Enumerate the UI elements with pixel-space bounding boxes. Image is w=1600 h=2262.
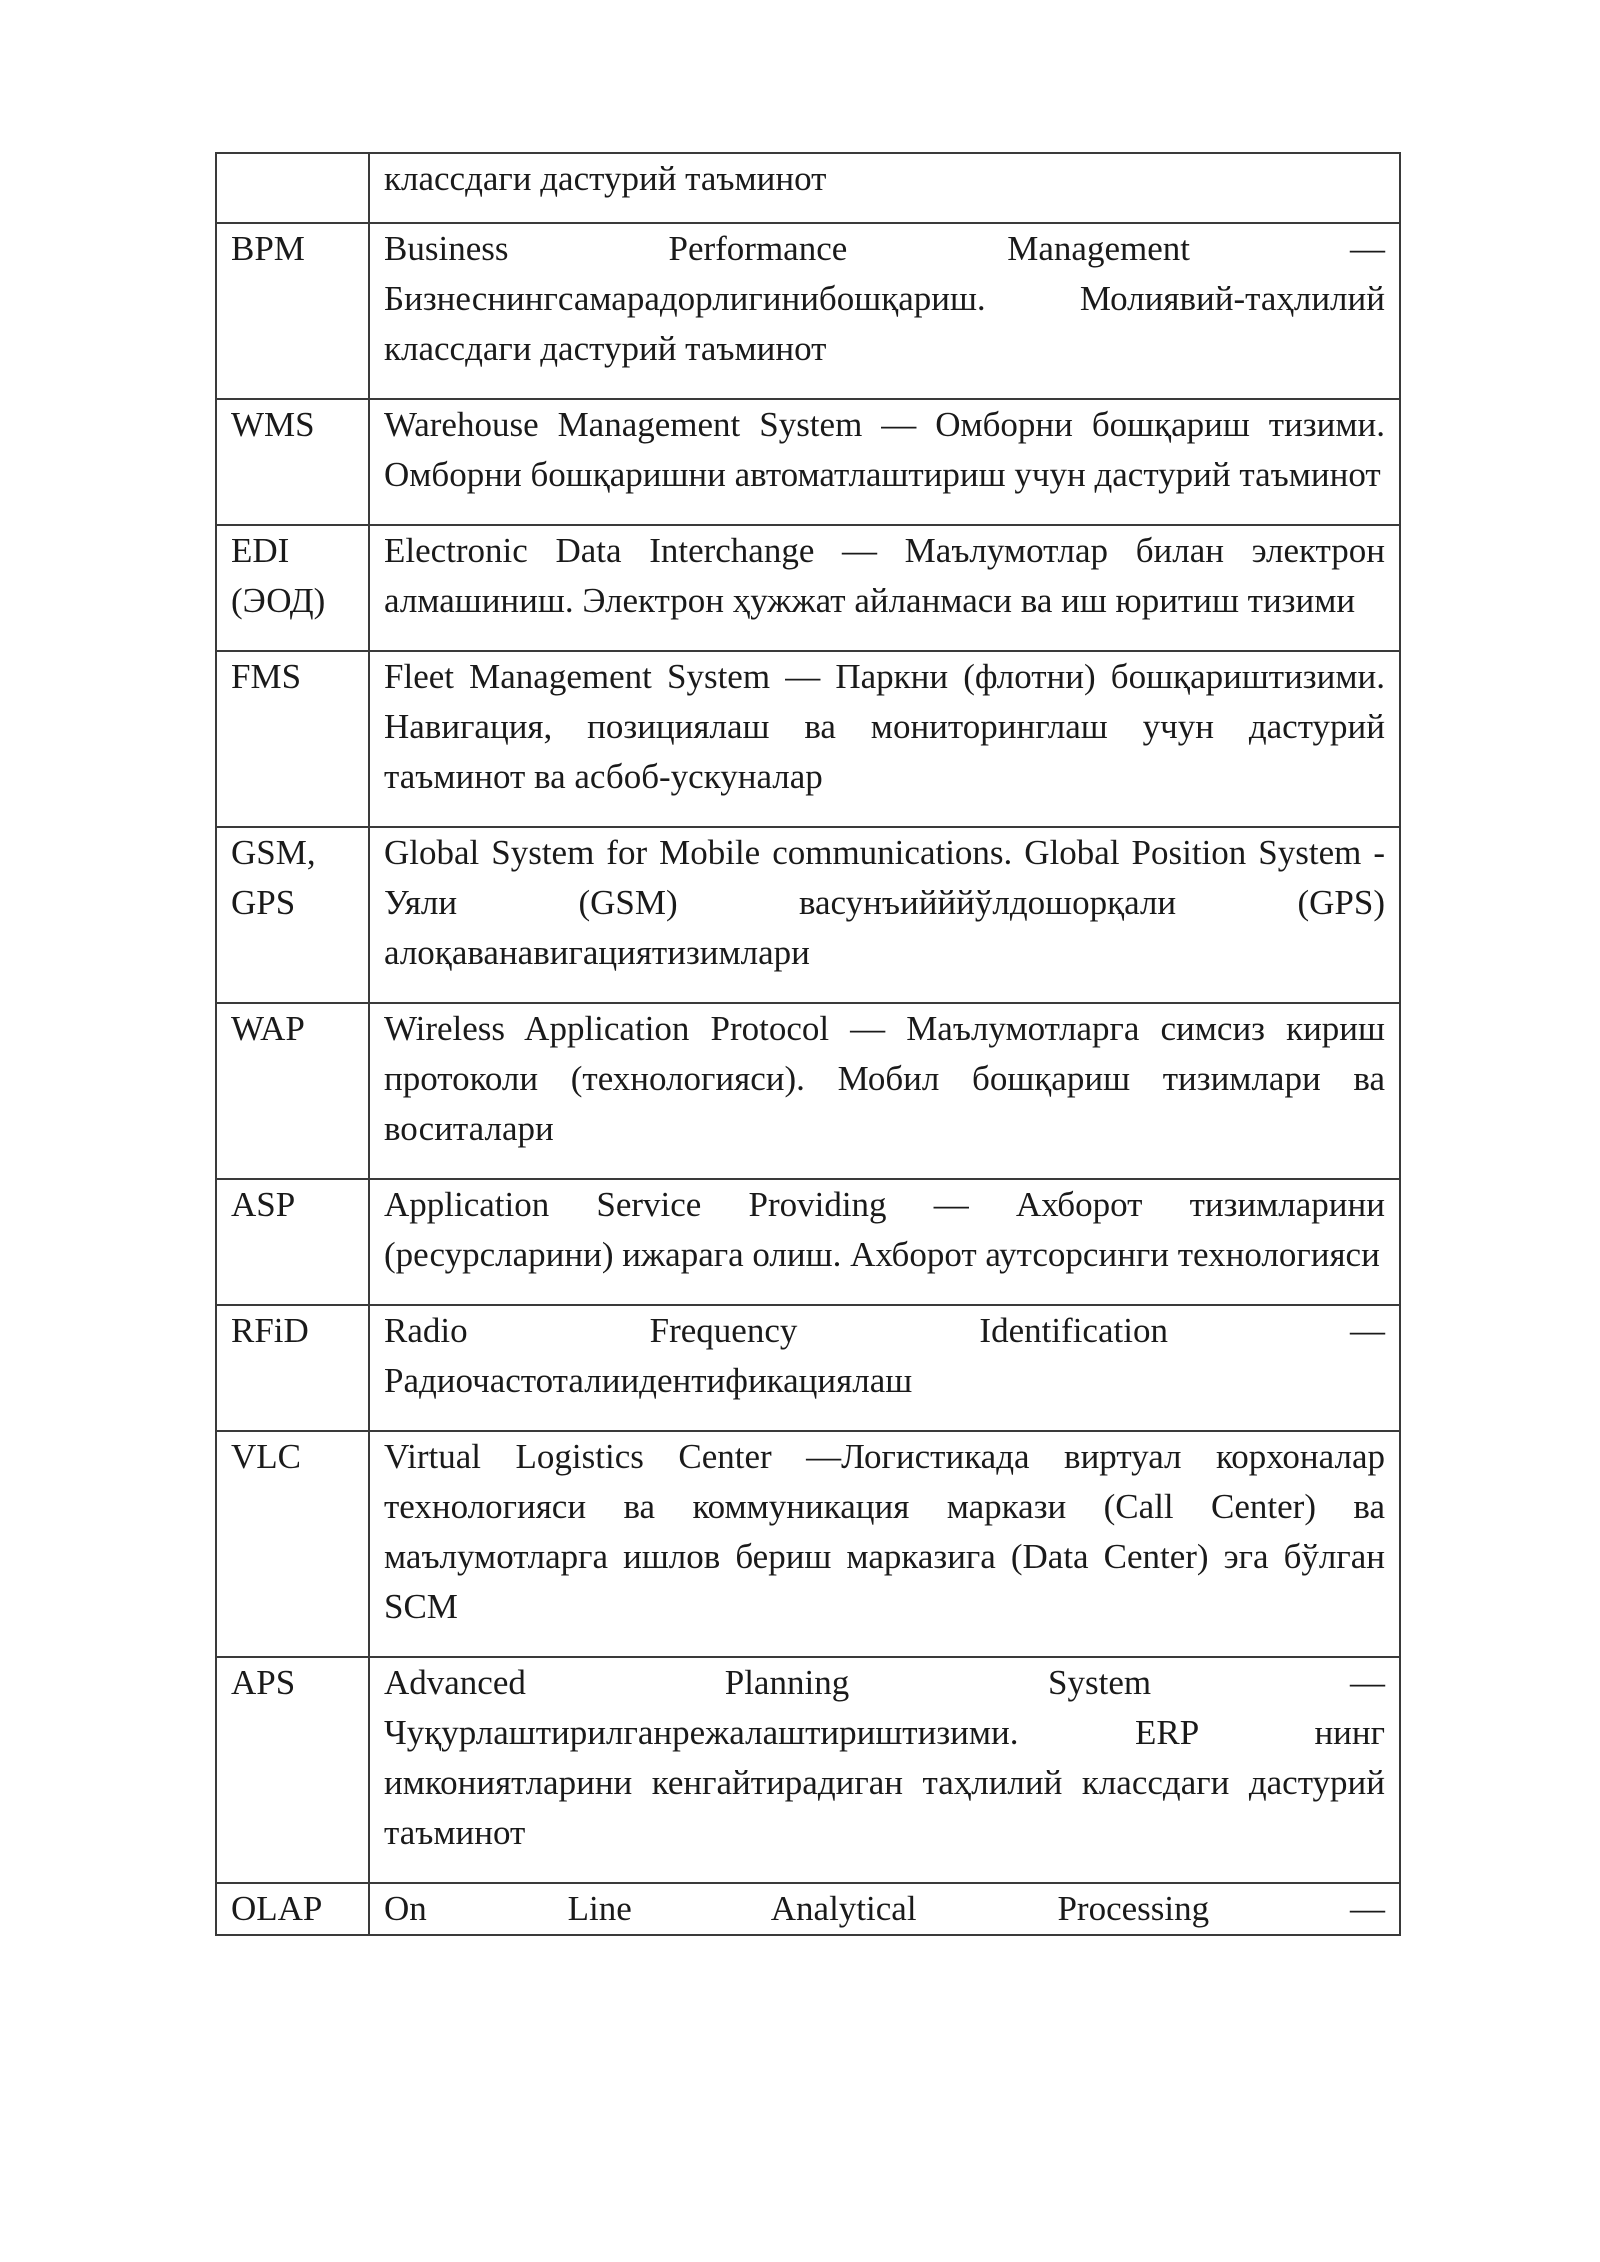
abbreviation-cell: WAP <box>216 1003 369 1179</box>
table-row <box>216 827 1400 1003</box>
abbreviation-cell: EDI (ЭОД) <box>216 525 369 651</box>
definition-cell: классдаги дастурий таъминот <box>369 153 1400 223</box>
abbreviation-cell: OLAP <box>216 1883 369 1935</box>
table-row <box>216 651 1400 827</box>
abbreviation-cell: BPM <box>216 223 369 399</box>
definition-cell: On Line Analytical Processing — <box>369 1883 1400 1935</box>
definition-cell: Virtual Logistics Center —Логистикада виртуал корхоналар технологияси ва коммуникация маркази (Call Center) ва маълумотларга ишлов бериш марказига (Data Center) эга бўлган SCM <box>369 1431 1400 1657</box>
table-row <box>216 223 1400 399</box>
definition-cell: Application Service Providing — Ахборот тизимларини (ресурсларини) ижарага олиш. Ахборот аутсорсинги технологияси <box>369 1179 1400 1305</box>
table-row <box>216 1305 1400 1431</box>
definition-cell: Business Performance Management — Бизнеснингсамарадорлигинибошқариш. Молиявий-таҳлилий классдаги дастурий таъминот <box>369 223 1400 399</box>
glossary-table <box>215 152 1401 1936</box>
abbreviation-cell: GSM, GPS <box>216 827 369 1003</box>
definition-cell: Wireless Application Protocol — Маълумотларга симсиз кириш протоколи (технологияси). Мобил бошқариш тизимлари ва воситалари <box>369 1003 1400 1179</box>
table-row <box>216 1003 1400 1179</box>
definition-cell: Advanced Planning System — Чуқурлаштирилганрежалаштириштизими. ERP нинг имкониятларини кенгайтирадиган таҳлилий классдаги дастурий таъминот <box>369 1657 1400 1883</box>
definition-cell: Radio Frequency Identification — Радиочастоталиидентификациялаш <box>369 1305 1400 1431</box>
definition-cell: Warehouse Management System — Омборни бошқариш тизими. Омборни бошқаришни автоматлаштириш учун дастурий таъминот <box>369 399 1400 525</box>
table-row <box>216 1431 1400 1657</box>
abbreviation-cell: RFiD <box>216 1305 369 1431</box>
table-row <box>216 525 1400 651</box>
abbreviation-cell: VLC <box>216 1431 369 1657</box>
abbreviation-cell <box>216 153 369 223</box>
table-row <box>216 1883 1400 1935</box>
abbreviation-cell: APS <box>216 1657 369 1883</box>
table-row <box>216 153 1400 223</box>
table-row <box>216 1179 1400 1305</box>
table-row <box>216 399 1400 525</box>
definition-cell: Electronic Data Interchange — Маълумотлар билан электрон алмашиниш. Электрон ҳужжат айланмаси ва иш юритиш тизими <box>369 525 1400 651</box>
table-row <box>216 1657 1400 1883</box>
abbreviation-cell: WMS <box>216 399 369 525</box>
definition-cell: Global System for Mobile communications. Global Position System - Уяли (GSM) васунъийййўлдошорқали (GPS) алоқаванавигациятизимлари <box>369 827 1400 1003</box>
abbreviation-cell: FMS <box>216 651 369 827</box>
abbreviation-cell: ASP <box>216 1179 369 1305</box>
definition-cell: Fleet Management System — Паркни (флотни) бошқариштизими. Навигация, позициялаш ва мониторинглаш учун дастурий таъминот ва асбоб-ускуналар <box>369 651 1400 827</box>
